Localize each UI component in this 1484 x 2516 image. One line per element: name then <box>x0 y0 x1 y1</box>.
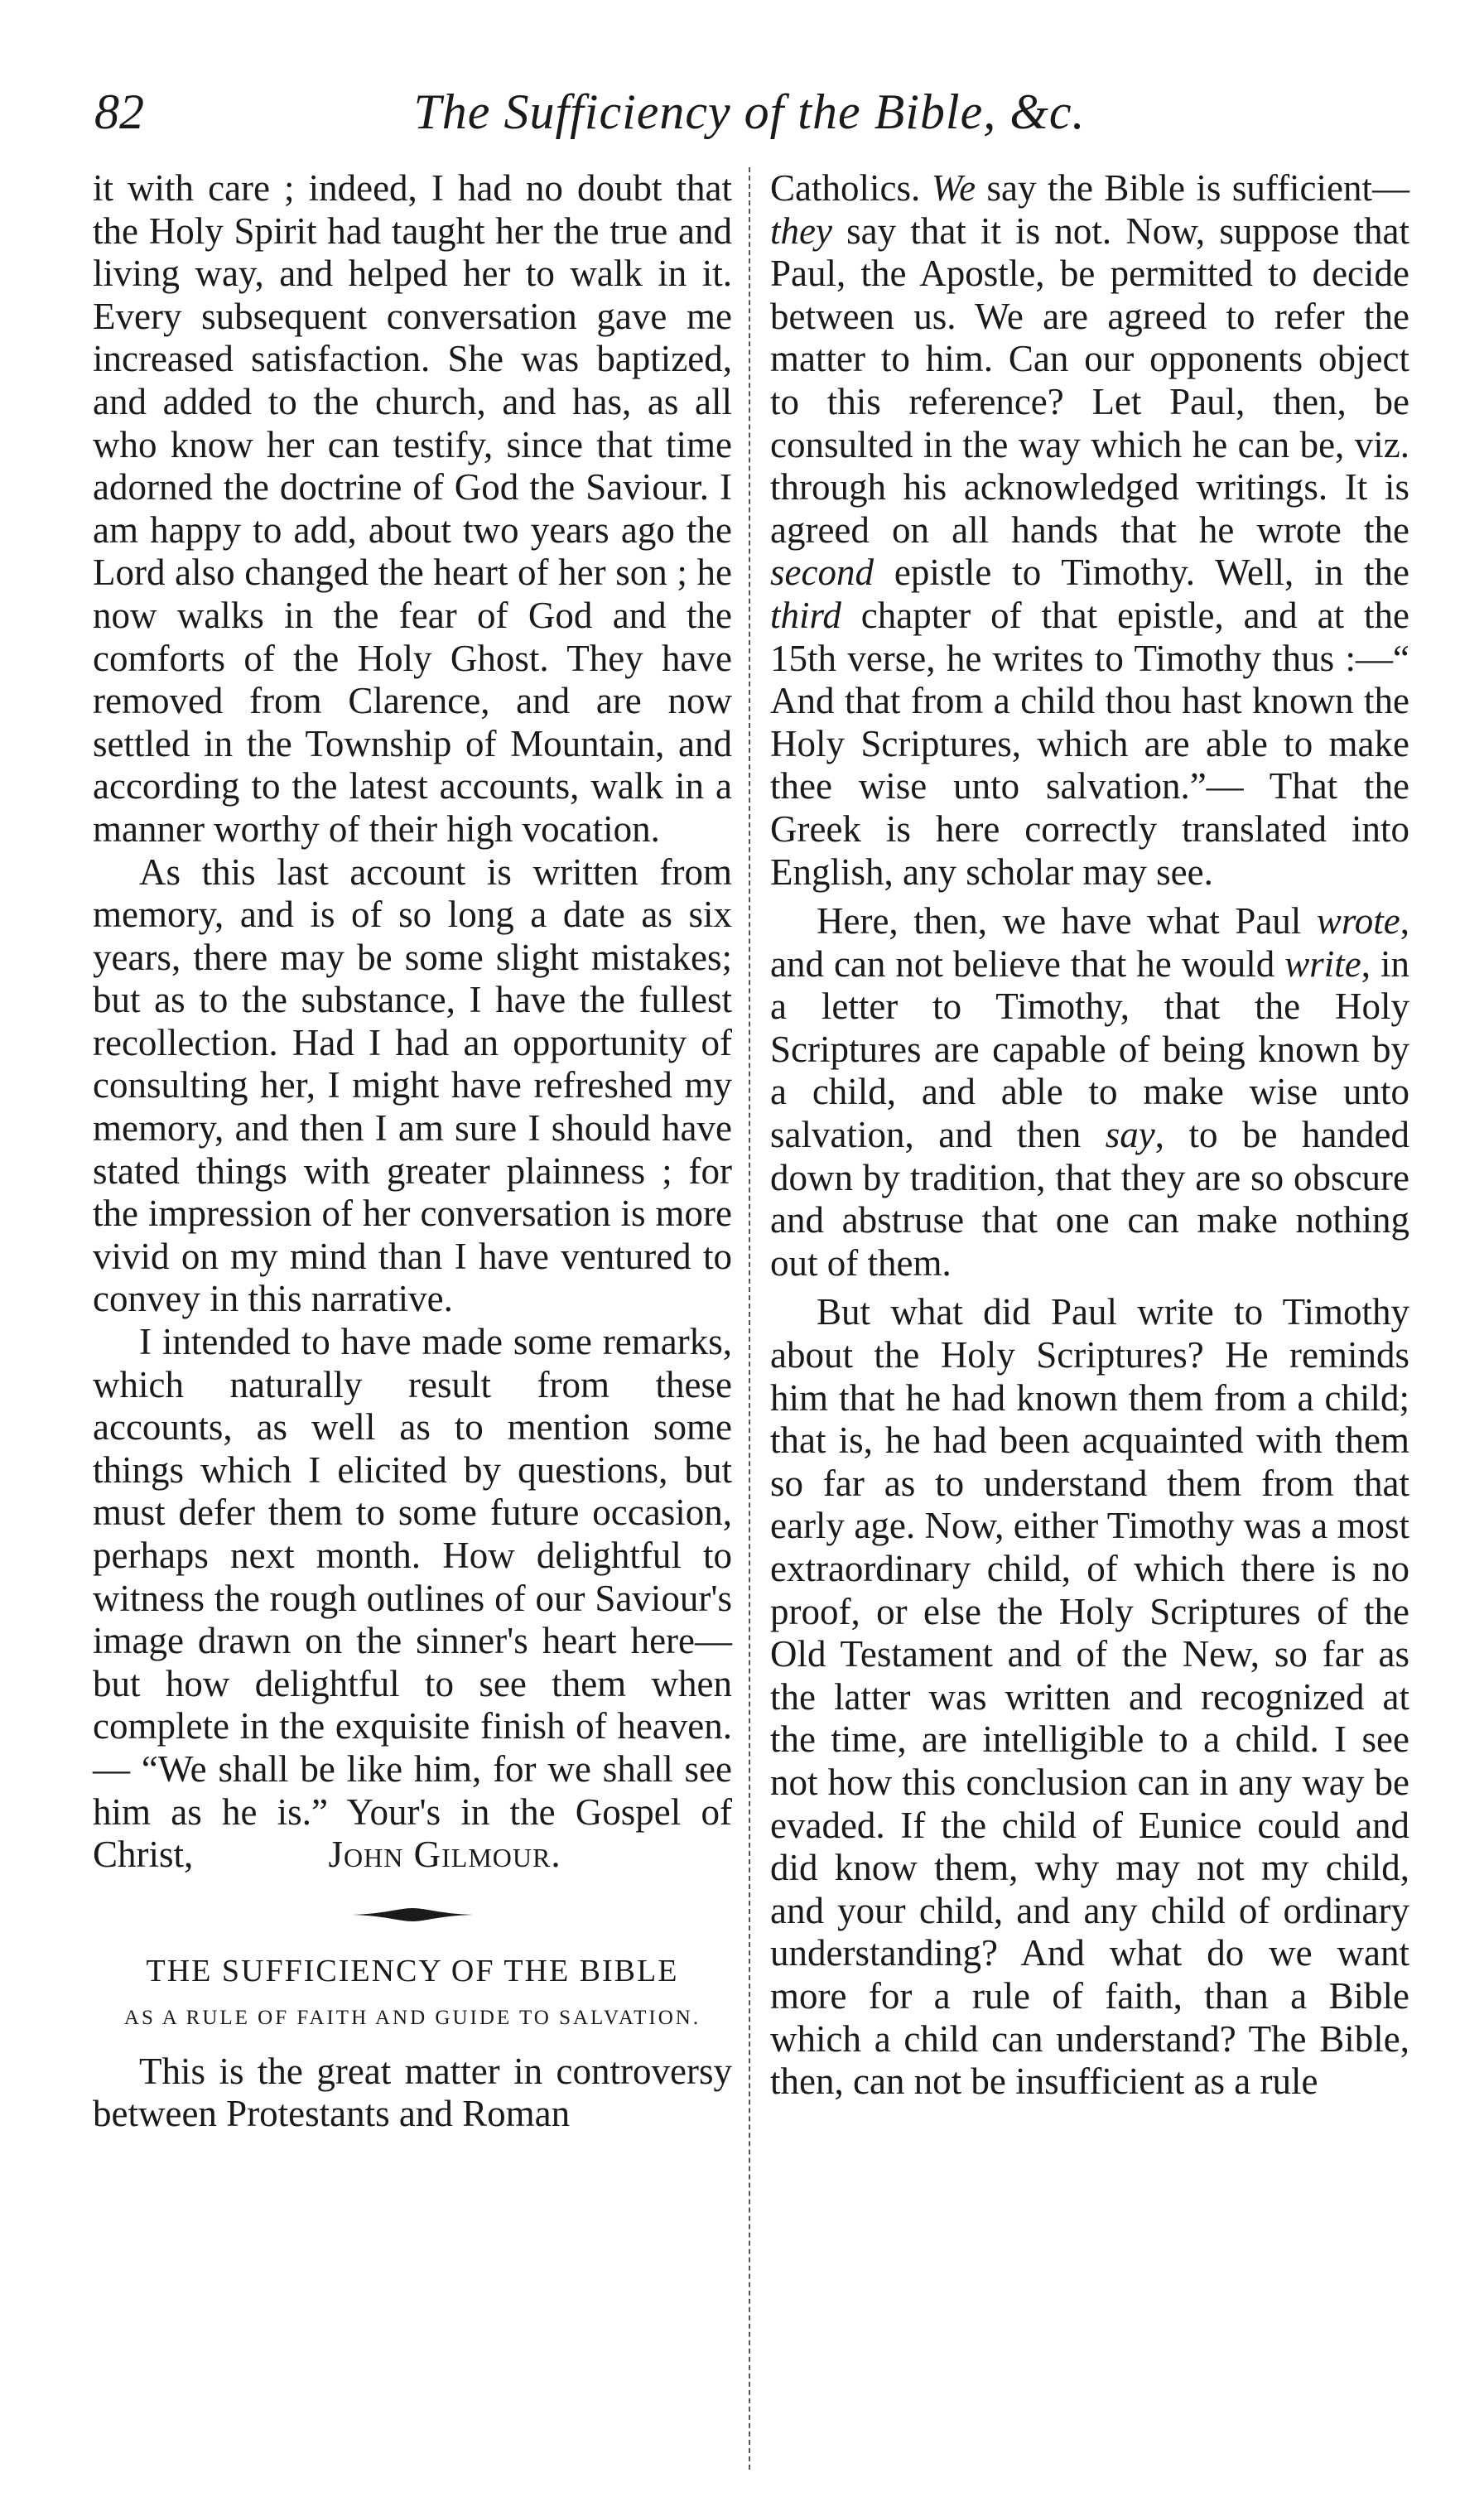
emphasis-we: We <box>931 167 976 209</box>
text-run: epistle to Timothy. Well, in the <box>873 552 1409 594</box>
left-column <box>93 167 732 2136</box>
emphasis-wrote: wrote <box>1316 900 1400 942</box>
paragraph-article-opening: This is the great matter in controversy between Protestants and Roman <box>93 2050 732 2135</box>
emphasis-they: they <box>770 210 832 252</box>
article-subtitle: AS A RULE OF FAITH AND GUIDE TO SALVATION. <box>123 2006 701 2029</box>
text-run: , and can not believe that he would <box>770 900 1409 985</box>
text-run: chapter of that epistle, and at the 15th verse, he writes to Timothy thus :—“ And that from a child thou hast known the Holy Scriptures, which are able to make thee wise unto salvation.”— That the Greek is here correctly translated into English, any scholar may see. <box>770 594 1409 893</box>
closing-remarks-text: I intended to have made some remarks, which naturally result from these accounts, as well as to mention some things which I elicited by questions, but must defer them to some future occasion, perhaps next month. How delightful to witness the rough outlines of our Saviour's image drawn on the sinner's heart here—but how delightful to see them when complete in the exquisite finish of heaven.— “We shall be like him, for we shall see him as he is.” Your's in the Gospel of Christ, <box>93 1321 732 1876</box>
paragraph-closing-remarks <box>93 1321 732 1877</box>
text-run: , to be handed down by tradition, that they are so obscure and abstruse that one can make nothing out of them. <box>770 1114 1410 1284</box>
paragraph-timothy-child: But what did Paul write to Timothy about the Holy Scriptures? He reminds him that he had known them from a child; that is, he had been acquainted with them so far as to understand them from that early age. Now, either Timothy was a most extraordinary child, of which there is no proof, or else the Holy Scriptures of the Old Testament and of the New, so far as the latter was written and recognized at the time, are intelligible to a child. I see not how this conclusion can in any way be evaded. If the child of Eunice could and did know them, why may not my child, and your child, and any child of ordinary understanding? And what do we want more for a rule of faith, than a Bible which a child can understand? The Bible, then, can not be insufficient as a rule <box>770 1291 1409 2103</box>
text-run: , in a letter to Timothy, that the Holy Scriptures are capable of being known by a child, and able to make wise unto salvation, and then <box>770 942 1409 1156</box>
column-divider <box>749 167 750 2470</box>
page-number: 82 <box>94 84 144 139</box>
emphasis-say: say <box>1105 1114 1155 1156</box>
author-signature: John Gilmour. <box>328 1834 561 1876</box>
emphasis-third: third <box>770 594 841 636</box>
paragraph-paul-reference <box>770 167 1409 894</box>
article-title: THE SUFFICIENCY OF THE BIBLE <box>146 1953 679 1988</box>
right-column <box>770 167 1409 2104</box>
paragraph-conversion-account: it with care ; indeed, I had no doubt that the Holy Spirit had taught her the true and living way, and helped her to walk in it. Every subsequent conversation gave me increased satisfaction. She was baptized, and added to the church, and has, as all who know her can testify, since that time adorned the doctrine of God the Saviour. I am happy to add, about two years ago the Lord also changed the heart of her son ; he now walks in the fear of God and the comforts of the Holy Ghost. They have removed from Clarence, and are now settled in the Township of Mountain, and according to the latest accounts, walk in a manner worthy of their high vocation. <box>93 167 732 850</box>
paragraph-memory-note: As this last account is written from memory, and is of so long a date as six years, there may be some slight mistakes; but as to the substance, I have the fullest recollection. Had I had an opportunity of consulting her, I might have refreshed my memory, and then I am sure I should have stated things with greater plainness ; for the impression of her conversation is more vivid on my mind than I have ventured to convey in this narrative. <box>93 851 732 1320</box>
text-run: say the Bible is sufficient— <box>976 167 1410 209</box>
text-run: Here, then, we have what Paul <box>817 900 1317 942</box>
text-run: say that it is not. Now, suppose that Paul, the Apostle, be permitted to decide between us. We are agreed to refer the matter to him. Can our opponents object to this reference? Let Paul, then, be consulted in the way which he can be, viz. through his acknowledged writings. It is agreed on all hands that he wrote the <box>770 210 1409 551</box>
book-page <box>91 75 1408 2476</box>
emphasis-write: write <box>1284 942 1361 985</box>
text-run: Catholics. <box>770 167 932 209</box>
page-header <box>91 75 1408 149</box>
emphasis-second: second <box>770 552 874 594</box>
tapered-rule-ornament-icon <box>350 1905 475 1925</box>
paragraph-paul-wrote <box>770 900 1409 1285</box>
running-title: The Sufficiency of the Bible, &c. <box>413 84 1086 139</box>
